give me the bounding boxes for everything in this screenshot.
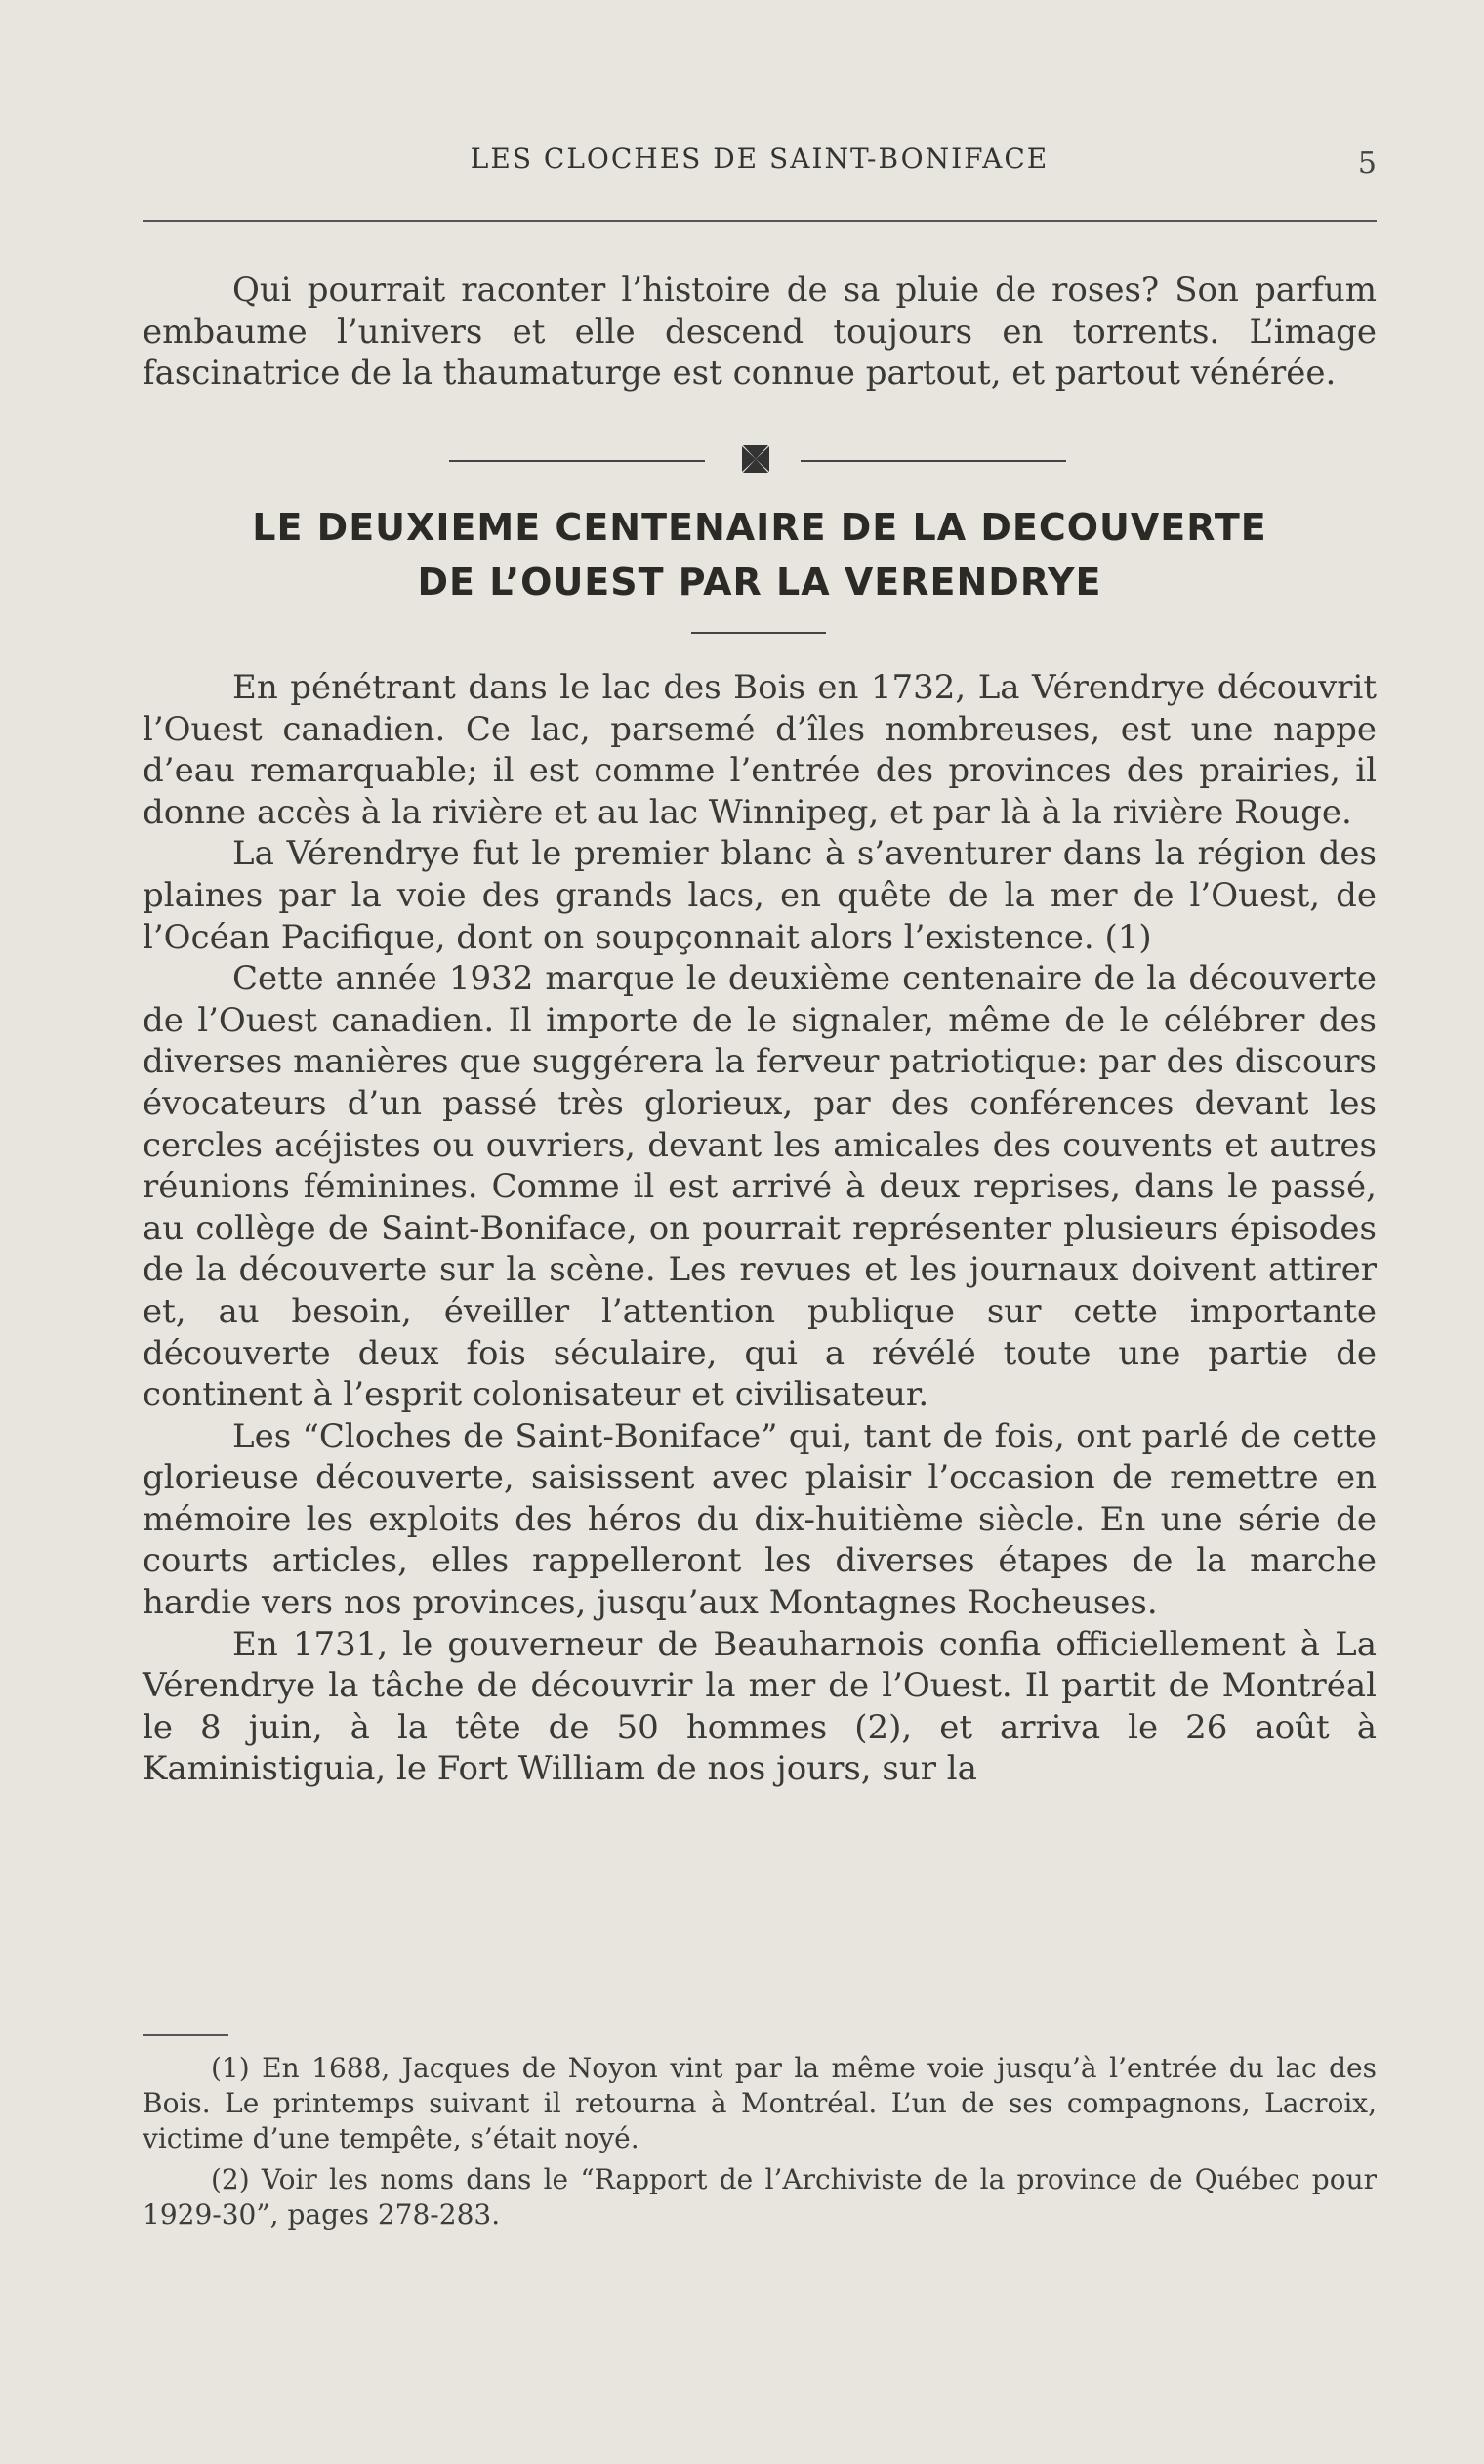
article-paragraph: En pénétrant dans le lac des Bois en 1732, La Vérendrye découvrit l’Ouest canadien. Ce lac, parsemé d’îles nombreuses, est une nappe d’eau remarquable; il est comme l’entrée des provinces des prairies, il donne accès à la rivière et au lac Winnipeg, et par là à la rivière Rouge. <box>143 668 1377 832</box>
footnote-rule <box>143 2034 228 2036</box>
section-title-line-2: DE L’OUEST PAR LA VERENDRYE <box>417 561 1102 604</box>
article-paragraph: En 1731, le gouverneur de Beauharnois confia officiellement à La Vérendrye la tâche de découvrir la mer de l’Ouest. Il partit de Montréal le 8 juin, à la tête de 50 hommes (2), et arriva le 26 août à Kaministiguia, le Fort William de nos jours, sur la <box>143 1624 1377 1789</box>
ornament-line-left <box>449 460 705 462</box>
section-title-line-1: LE DEUXIEME CENTENAIRE DE LA DECOUVERTE <box>252 506 1267 549</box>
footnote-2: (2) Voir les noms dans le “Rapport de l’Archiviste de la province de Québec pour 1929-30”, pages 278-283. <box>143 2163 1377 2231</box>
page-number: 5 <box>1357 146 1377 181</box>
header-rule <box>143 220 1377 222</box>
intro-block <box>143 270 1377 395</box>
article-body <box>143 667 1377 1790</box>
footnotes <box>143 2051 1377 2238</box>
running-title: LES CLOCHES DE SAINT-BONIFACE <box>470 143 1050 175</box>
maltese-cross-icon <box>738 441 773 477</box>
section-ornament <box>449 441 1066 477</box>
article-paragraph: Les “Cloches de Saint-Boniface” qui, tant de fois, ont parlé de cette glorieuse découverte, saisissent avec plaisir l’occasion de remettre en mémoire les exploits des héros du dix-huitième siècle. En une série de courts articles, elles rappelleront les diverses étapes de la marche hardie vers nos provinces, jusqu’aux Montagnes Rocheuses. <box>143 1416 1377 1623</box>
article-paragraph: La Vérendrye fut le premier blanc à s’aventurer dans la région des plaines par la voie des grands lacs, en quête de la mer de l’Ouest, de l’Océan Pacifique, dont on soupçonnait alors l’existence. (1) <box>143 834 1377 957</box>
footnote-1: (1) En 1688, Jacques de Noyon vint par la même voie jusqu’à l’entrée du lac des Bois. Le printemps suivant il retourna à Montréal. L’un de ses compagnons, Lacroix, victime d’une tempête, s’était noyé. <box>143 2052 1377 2154</box>
intro-paragraph: Qui pourrait raconter l’histoire de sa pluie de roses? Son parfum embaume l’univers et elle descend toujours en torrents. L’image fascinatrice de la thaumaturge est connue partout, et partout vénérée. <box>143 271 1377 394</box>
article-paragraph: Cette année 1932 marque le deuxième centenaire de la découverte de l’Ouest canadien. Il importe de le signaler, même de le célébrer des diverses manières que suggérera la ferveur patriotique: par des discours évocateurs d’un passé très glorieux, par des conférences devant les cercles acéjistes ou ouvriers, devant les amicales des couvents et autres réunions féminines. Comme il est arrivé à deux reprises, dans le passé, au collège de Saint-Boniface, on pourrait représenter plusieurs épisodes de la découverte sur la scène. Les revues et les journaux doivent attirer et, au besoin, éveiller l’attention publique sur cette importante découverte deux fois séculaire, qui a révélé toute une partie de continent à l’esprit colonisateur et civilisateur. <box>143 959 1377 1415</box>
ornament-line-right <box>801 460 1066 462</box>
running-header <box>143 139 1377 188</box>
title-rule <box>691 632 826 634</box>
section-title <box>143 500 1377 609</box>
